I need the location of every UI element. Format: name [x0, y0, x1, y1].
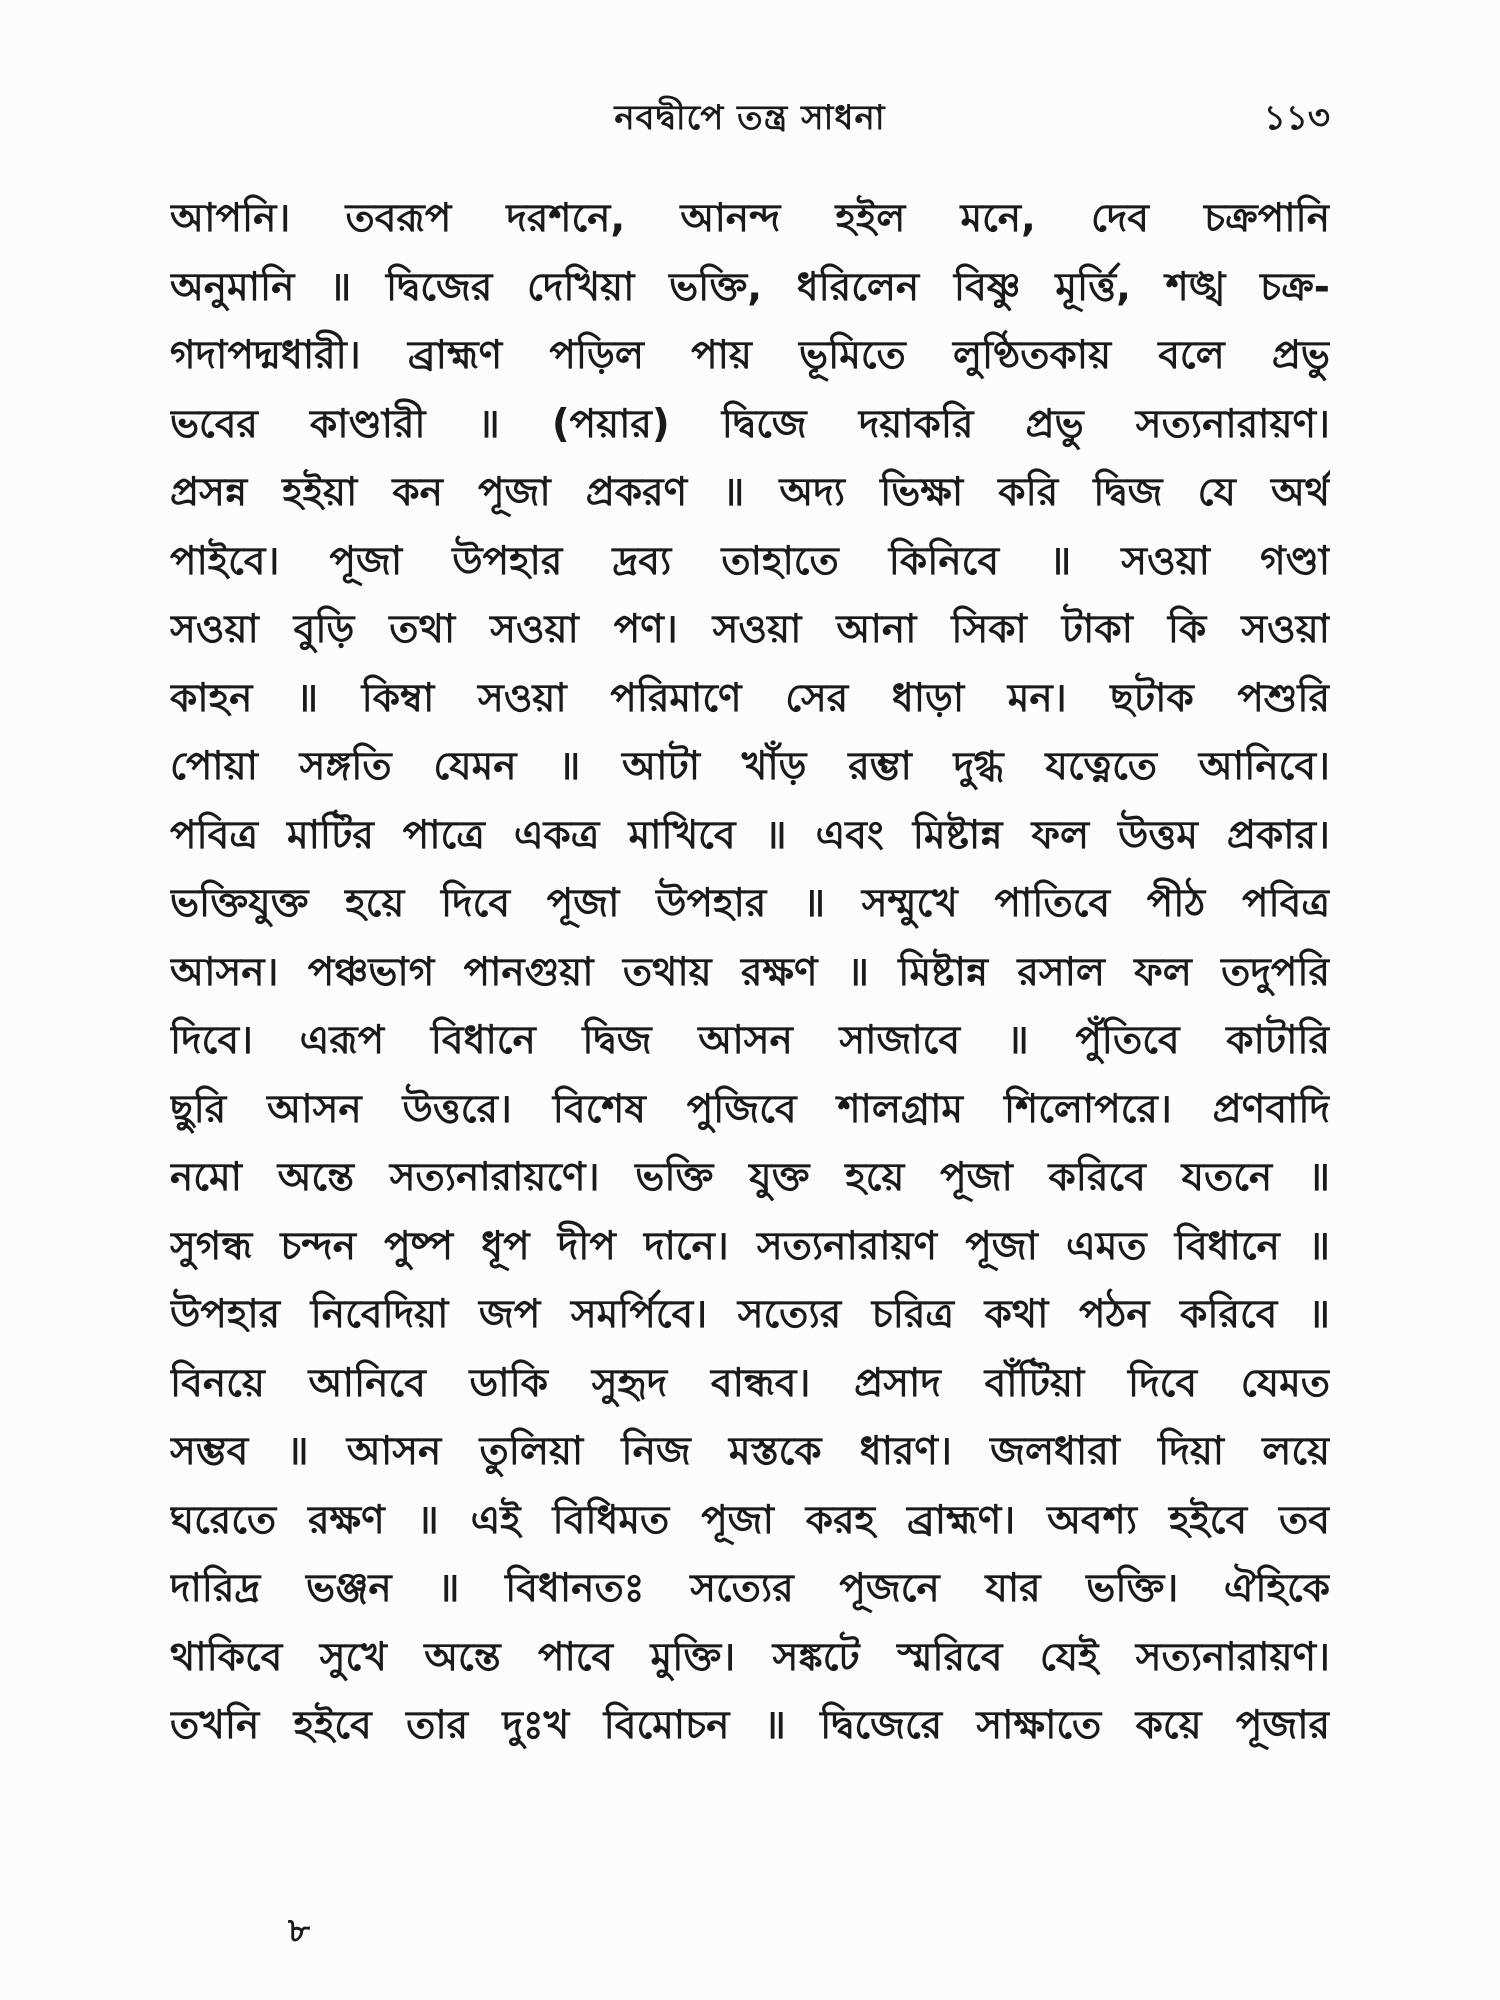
text-line: বিনয়ে আনিবে ডাকি সুহৃদ বান্ধব। প্রসাদ বাঁটিয়া দিবে যেমত: [170, 1360, 1330, 1406]
text-line: সম্ভব ॥ আসন তুলিয়া নিজ মস্তকে ধারণ। জলধারা দিয়া লয়ে: [170, 1429, 1330, 1474]
text-line: আপনি। তবরূপ দরশনে, আনন্দ হইল মনে, দেব চক্রপানি: [170, 196, 1330, 241]
text-line: ছুরি আসন উত্তরে। বিশেষ পুজিবে শালগ্রাম শিলোপরে। প্রণবাদি: [170, 1086, 1330, 1132]
text-line: সুগন্ধ চন্দন পুষ্প ধূপ দীপ দানে। সত্যনারায়ণ পূজা এমত বিধানে ॥: [170, 1223, 1330, 1269]
text-line: দারিদ্র ভঞ্জন ॥ বিধানতঃ সত্যের পূজনে যার ভক্তি। ঐহিকে: [170, 1566, 1330, 1611]
text-line: ভবের কাণ্ডারী ॥ (পয়ার) দ্বিজে দয়াকরি প্রভু সত্যনারায়ণ।: [170, 401, 1330, 447]
signature-mark: ৮: [288, 1911, 311, 1951]
text-line: প্রসন্ন হইয়া কন পূজা প্রকরণ ॥ অদ্য ভিক্ষা করি দ্বিজ যে অর্থ: [170, 470, 1330, 515]
text-line: সওয়া বুড়ি তথা সওয়া পণ। সওয়া আনা সিকা টাকা কি সওয়া: [170, 607, 1330, 652]
text-line: নমো অন্তে সত্যনারায়ণে। ভক্তি যুক্ত হয়ে পূজা করিবে যতনে ॥: [170, 1155, 1330, 1200]
page-header: [170, 84, 1330, 144]
text-line: দিবে। এরূপ বিধানে দ্বিজ আসন সাজাবে ॥ পুঁতিবে কাটারি: [170, 1018, 1330, 1063]
text-line: তখনি হইবে তার দুঃখ বিমোচন ॥ দ্বিজেরে সাক্ষাতে কয়ে পূজার: [170, 1703, 1330, 1748]
text-line: ভক্তিযুক্ত হয়ে দিবে পূজা উপহার ॥ সম্মুখে পাতিবে পীঠ পবিত্র: [170, 881, 1330, 926]
body-text: [170, 185, 1330, 1761]
text-line: ঘরেতে রক্ষণ ॥ এই বিধিমত পূজা করহ ব্রাহ্মণ। অবশ্য হইবে তব: [170, 1497, 1330, 1543]
text-line: গদাপদ্মধারী। ব্রাহ্মণ পড়িল পায় ভূমিতে লুণ্ঠিতকায় বলে প্রভু: [170, 333, 1330, 378]
text-line: পবিত্র মাটির পাত্রে একত্র মাখিবে ॥ এবং মিষ্টান্ন ফল উত্তম প্রকার।: [170, 812, 1330, 858]
text-line: পাইবে। পূজা উপহার দ্রব্য তাহাতে কিনিবে ॥ সওয়া গণ্ডা: [170, 538, 1330, 584]
text-line: অনুমানি ॥ দ্বিজের দেখিয়া ভক্তি, ধরিলেন বিষ্ণু মূর্ত্তি, শঙ্খ চক্র-: [170, 264, 1330, 310]
running-title: নবদ্বীপে তন্ত্র সাধনা: [614, 98, 886, 138]
text-line: আসন। পঞ্চভাগ পানগুয়া তথায় রক্ষণ ॥ মিষ্টান্ন রসাল ফল তদুপরি: [170, 949, 1330, 995]
text-line: থাকিবে সুখে অন্তে পাবে মুক্তি। সঙ্কটে স্মরিবে যেই সত্যনারায়ণ।: [170, 1634, 1330, 1680]
page-number: ১১৩: [1263, 98, 1330, 138]
text-line: কাহন ॥ কিম্বা সওয়া পরিমাণে সের ধাড়া মন। ছটাক পশুরি: [170, 675, 1330, 721]
text-line: উপহার নিবেদিয়া জপ সমর্পিবে। সত্যের চরিত্র কথা পঠন করিবে ॥: [170, 1292, 1330, 1337]
text-line: পোয়া সঙ্গতি যেমন ॥ আটা খাঁড় রম্ভা দুগ্ধ যত্নেতে আনিবে।: [170, 744, 1330, 789]
